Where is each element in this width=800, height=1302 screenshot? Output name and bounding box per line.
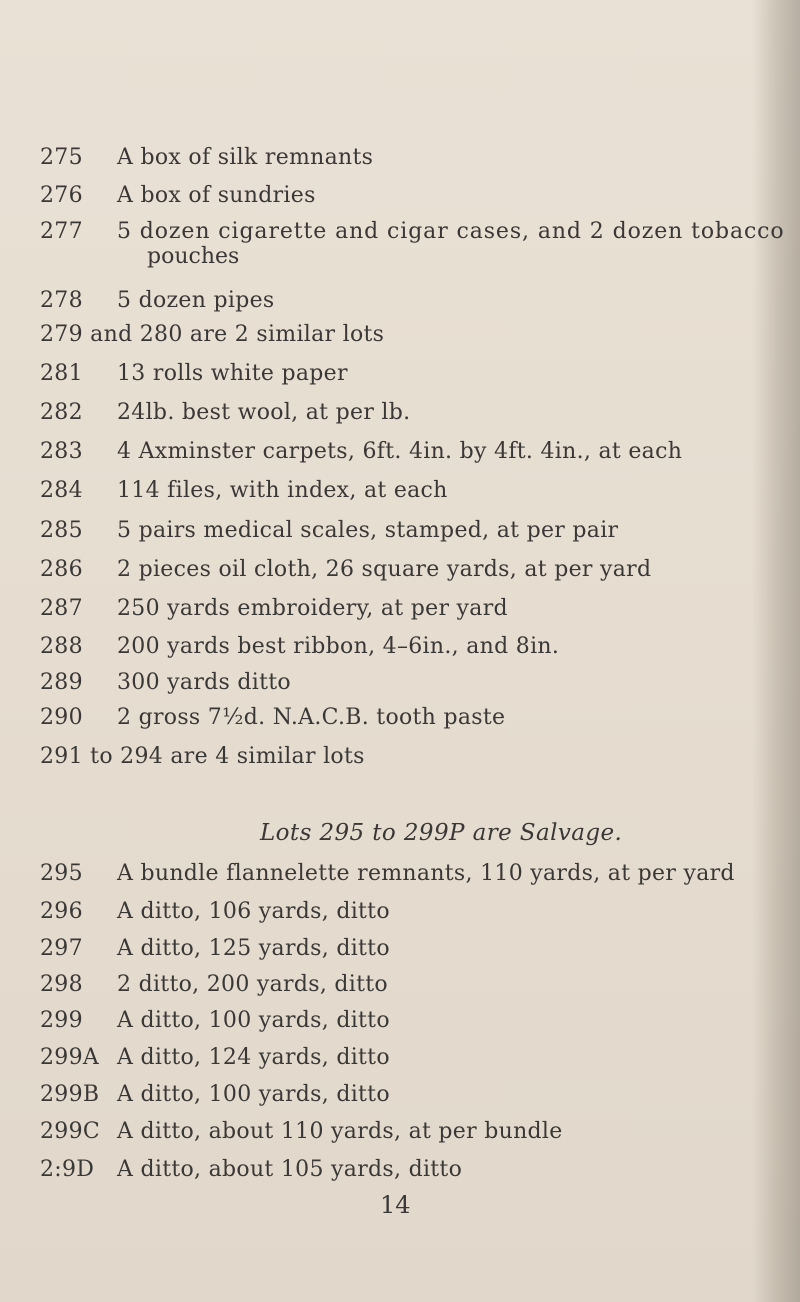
lot-number: 289 [40, 670, 83, 695]
lot-number: 285 [40, 518, 83, 543]
lot-description: 4 Axminster carpets, 6ft. 4in. by 4ft. 4in., at each [117, 439, 683, 464]
lot-number: 299 [40, 1008, 83, 1033]
lot-number: 286 [40, 557, 83, 582]
lot-description: 5 dozen pipes [117, 288, 275, 313]
lot-number: 282 [40, 400, 83, 425]
lot-number: 295 [40, 861, 83, 886]
lot-description: A ditto, about 110 yards, at per bundle [117, 1119, 563, 1144]
lot-description: A ditto, 125 yards, ditto [117, 936, 390, 961]
lot-number: 287 [40, 596, 83, 621]
lot-description: 5 pairs medical scales, stamped, at per pair [117, 518, 619, 543]
lot-description: A bundle flannelette remnants, 110 yards, at per yard [117, 861, 735, 886]
lot-description: 200 yards best ribbon, 4–6in., and 8in. [117, 634, 560, 659]
lot-number: 283 [40, 439, 83, 464]
lot-description: A box of sundries [117, 183, 316, 208]
lot-description: A ditto, 106 yards, ditto [117, 899, 390, 924]
lot-description: 300 yards ditto [117, 670, 291, 695]
lot-description: 114 files, with index, at each [117, 478, 448, 503]
lot-number: 288 [40, 634, 83, 659]
lot-description: 2 gross 7½d. N.A.C.B. tooth paste [117, 705, 506, 730]
lot-number: 296 [40, 899, 83, 924]
lot-number: 284 [40, 478, 83, 503]
page-number: 14 [380, 1191, 411, 1219]
lot-number: 297 [40, 936, 83, 961]
lot-number: 299C [40, 1119, 101, 1144]
lot-description: A ditto, about 105 yards, ditto [117, 1157, 463, 1182]
lot-description: A box of silk remnants [117, 145, 374, 170]
lot-number: 299B [40, 1082, 100, 1107]
lot-description-continuation: pouches [147, 244, 240, 269]
lot-description: 250 yards embroidery, at per yard [117, 596, 508, 621]
lot-number: 278 [40, 288, 83, 313]
lot-number: 298 [40, 972, 83, 997]
lot-note-text: 291 to 294 are 4 similar lots [40, 744, 365, 769]
lot-number: 275 [40, 145, 83, 170]
lot-description: 13 rolls white paper [117, 361, 348, 386]
lot-description: 2 pieces oil cloth, 26 square yards, at per yard [117, 557, 652, 582]
lot-description: A ditto, 124 yards, ditto [117, 1045, 390, 1070]
lot-number: 276 [40, 183, 83, 208]
lot-number: 290 [40, 705, 83, 730]
lot-number: 299A [40, 1045, 100, 1070]
lot-note-text: 279 and 280 are 2 similar lots [40, 322, 385, 347]
section-heading: Lots 295 to 299P are Salvage. [260, 820, 623, 846]
lot-number: 281 [40, 361, 83, 386]
lot-description: 5 dozen cigarette and cigar cases, and 2 dozen tobacco [117, 219, 785, 244]
lot-description: A ditto, 100 yards, ditto [117, 1082, 390, 1107]
lot-description: A ditto, 100 yards, ditto [117, 1008, 390, 1033]
lot-number: 2:9D [40, 1157, 95, 1182]
lot-description: 24lb. best wool, at per lb. [117, 400, 411, 425]
lot-description: 2 ditto, 200 yards, ditto [117, 972, 388, 997]
lot-number: 277 [40, 219, 83, 244]
